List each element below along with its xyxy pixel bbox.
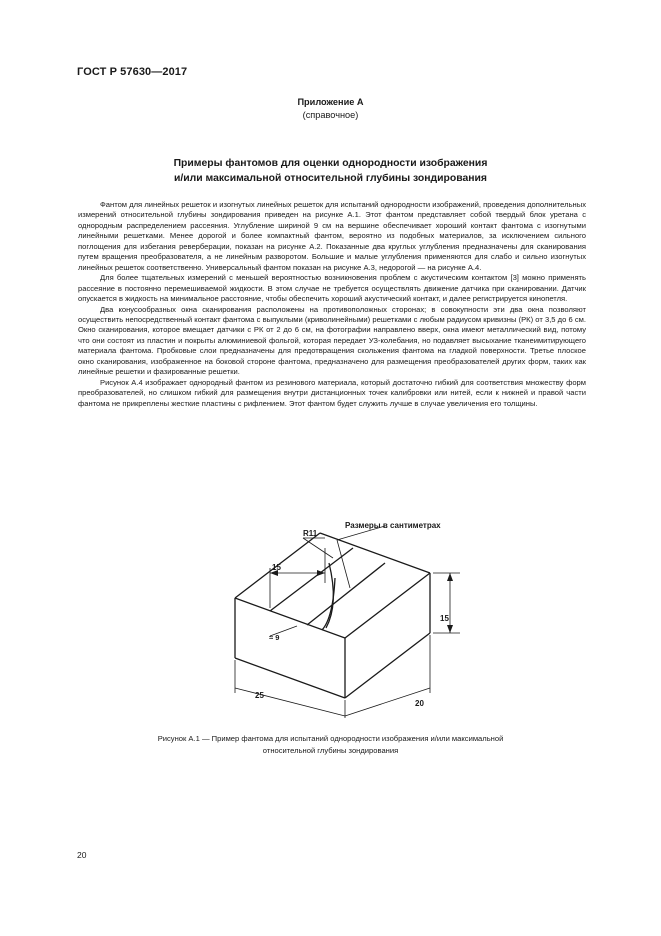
figure-dim-length: 25 bbox=[255, 691, 264, 700]
figure-caption-line2: относительной глубины зондирования bbox=[262, 746, 399, 755]
section-title-line2: и/или максимальной относительной глубины зондирования bbox=[173, 173, 487, 184]
section-title-line1: Примеры фантомов для оценки однородности изображения bbox=[173, 158, 488, 169]
page-number: 20 bbox=[77, 850, 87, 860]
paragraph-4: Рисунок А.4 изображает однородный фантом из резинового материала, который достаточно гибкий для соответствия множеству форм преобразователей, но слишком гибкий для размещения внутри дистанционных точек калибровки или нитей, если к нижней и правой части фантома не прикреплены жесткие пластины с рифлением. Этот фантом будет служить лучше в случае увеличения его толщины. bbox=[78, 377, 586, 408]
document-standard-header: ГОСТ Р 57630—2017 bbox=[77, 66, 188, 78]
annex-status: (справочное) bbox=[302, 110, 359, 120]
body-text bbox=[78, 200, 586, 409]
figure-phantom-drawing bbox=[225, 518, 495, 723]
figure-dim-height: 15 bbox=[440, 614, 449, 623]
phantom-diagram bbox=[225, 518, 495, 723]
figure-units-note: Размеры в сантиметрах bbox=[345, 521, 441, 530]
figure-caption-line1: Рисунок А.1 — Пример фантома для испытаний однородности изображения и/или максимальной bbox=[157, 734, 504, 743]
figure-dim-radius: R11 bbox=[303, 529, 318, 538]
figure-dim-depth: 20 bbox=[415, 699, 424, 708]
paragraph-3: Два конусообразных окна сканирования расположены на противоположных сторонах; в совокупности эти два окна позволяют осуществить непосредственный контакт фантома с выпуклыми (криволинейными) решетками с любым радиусом кривизны (РК) от 3,5 до 6 см. Окно сканирования, которое вмещает датчики с РК от 2 до 6 см, на фотографии направлено вверх, окна имеют металлический вид, потому что они состоят из пластин и покрыты алюминиевой фольгой, которая передает УЗ-колебания, но подавляет высыхание тканеимитирующего материала фантома. Пробковые слои предназначены для предотвращения скольжения фантома на гладкой поверхности. Третье плоское окно сканирования, изображенное на боковой стороне фантома, предназначено для размещения преобразователей других форм, таких как линейные решетки и фазированные решетки. bbox=[78, 304, 586, 377]
annex-title: Приложение А bbox=[297, 97, 364, 107]
paragraph-2: Для более тщательных измерений с меньшей вероятностью возникновения проблем с акустическим контактом [3] можно применять рассеяние в постоянно перемешиваемой жидкости. В этом случае не требуется осуществлять движение датчика при сканировании. Датчик опускается в жидкость на минимальное расстояние, чтобы обеспечить хороший акустический контакт, и далее регистрируется кинопетля. bbox=[78, 273, 586, 304]
figure-dim-top-width: 15 bbox=[272, 563, 281, 572]
paragraph-1: Фантом для линейных решеток и изогнутых линейных решеток для испытаний однородности изображений, проведения дополнительных измерений относительной глубины зондирования приведен на рисунке А.1. Этот фантом представляет собой твердый блок уретана с однородным распределением рассеяния. Углубление шириной 9 см на вершине обеспечивает хороший контакт фантома с изогнутыми линейными решетками. Менее дорогой и более компактный фантом, вероятно из подобных материалов, за исключением сильного поглощения для избегания реверберации, показан на рисунке А.2. Показанные два круглых углубления предназначены для сканирования путем вращения преобразователя, а не линейным разворотом. Большие и малые углубления применяются для слабо и сильно изогнутых линейных решеток соответственно. Универсальный фантом показан на рисунке А.3, недорогой — на рисунке А.4. bbox=[78, 200, 586, 272]
figure-dim-groove: ≈ 9 bbox=[269, 633, 280, 642]
